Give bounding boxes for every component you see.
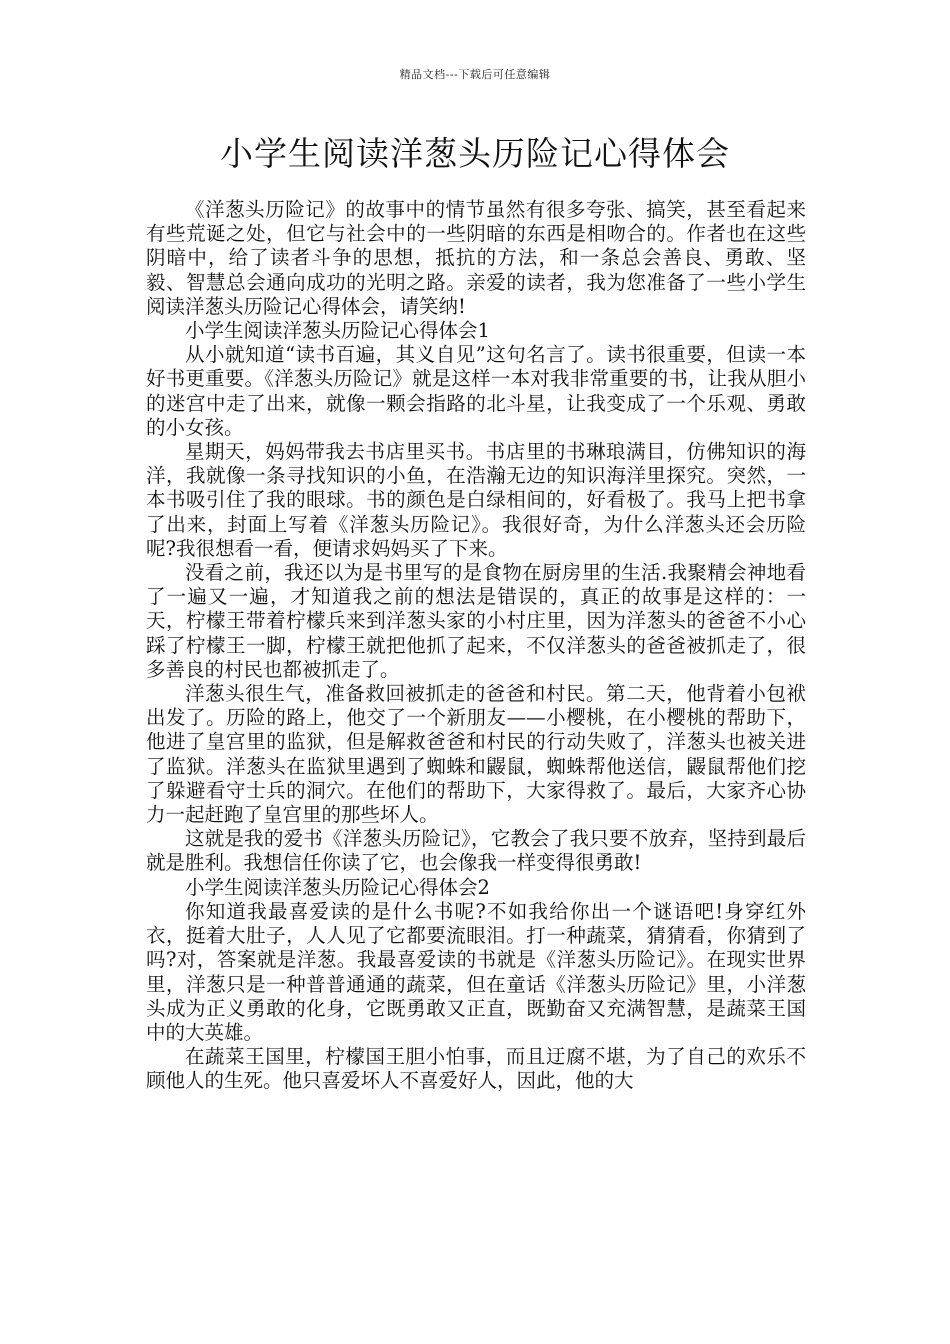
body-paragraph: 星期天，妈妈带我去书店里买书。书店里的书琳琅满目，仿佛知识的海洋，我就像一条寻找知识的小鱼，在浩瀚无边的知识海洋里探究。突然，一本书吸引住了我的眼球。书的颜色是白绿相间的，好看极了。我马上把书拿了出来，封面上写着《洋葱头历险记》。我很好奇，为什么洋葱头还会历险呢?我很想看一看，便请求妈妈买了下来。 xyxy=(146,440,806,560)
document-title: 小学生阅读洋葱头历险记心得体会 xyxy=(220,134,730,173)
document-header-note: 精品文档---下载后可任意编辑 xyxy=(399,68,551,81)
section-heading-2: 小学生阅读洋葱头历险记心得体会2 xyxy=(185,875,490,899)
body-paragraph: 这就是我的爱书《洋葱头历险记》，它教会了我只要不放弃，坚持到最后就是胜利。我想信任你读了它，也会像我一样变得很勇敢! xyxy=(146,827,806,875)
body-paragraph: 你知道我最喜爱读的是什么书呢?不如我给你出一个谜语吧!身穿红外衣，挺着大肚子，人人见了它都要流眼泪。打一种蔬菜，猜猜看，你猜到了吗?对，答案就是洋葱。我最喜爱读的书就是《洋葱头历险记》。在现实世界里，洋葱只是一种普普通通的蔬菜，但在童话《洋葱头历险记》里，小洋葱头成为正义勇敢的化身，它既勇敢又正直，既勤奋又充满智慧，是蔬菜王国中的大英雄。 xyxy=(146,899,806,1044)
section-heading-1: 小学生阅读洋葱头历险记心得体会1 xyxy=(185,319,490,343)
body-paragraph: 在蔬菜王国里，柠檬国王胆小怕事，而且迂腐不堪，为了自己的欢乐不顾他人的生死。他只喜爱坏人不喜爱好人，因此，他的大 xyxy=(146,1045,806,1093)
body-paragraph: 从小就知道“读书百遍，其义自见”这句名言了。读书很重要，但读一本好书更重要。《洋葱头历险记》就是这样一本对我非常重要的书，让我从胆小的迷宫中走了出来，就像一颗会指路的北斗星，让我变成了一个乐观、勇敢的小女孩。 xyxy=(146,343,806,439)
body-paragraph: 洋葱头很生气，准备救回被抓走的爸爸和村民。第二天，他背着小包袱出发了。历险的路上，他交了一个新朋友——小樱桃，在小樱桃的帮助下，他进了皇宫里的监狱，但是解救爸爸和村民的行动失败了，洋葱头也被关进了监狱。洋葱头在监狱里遇到了蜘蛛和鼹鼠，蜘蛛帮他送信，鼹鼠帮他们挖了躲避看守士兵的洞穴。在他们的帮助下，大家得救了。最后，大家齐心协力一起赶跑了皇宫里的那些坏人。 xyxy=(146,682,806,827)
body-paragraph: 没看之前，我还以为是书里写的是食物在厨房里的生活.我聚精会神地看了一遍又一遍，才知道我之前的想法是错误的，真正的故事是这样的：一天，柠檬王带着柠檬兵来到洋葱头家的小村庄里，因为洋葱头的爸爸不小心踩了柠檬王一脚，柠檬王就把他抓了起来，不仅洋葱头的爸爸被抓走了，很多善良的村民也都被抓走了。 xyxy=(146,561,806,681)
document-body xyxy=(146,198,806,1094)
intro-paragraph: 《洋葱头历险记》的故事中的情节虽然有很多夸张、搞笑，甚至看起来有些荒诞之处，但它与社会中的一些阴暗的东西是相吻合的。作者也在这些阴暗中，给了读者斗争的思想，抵抗的方法，和一条总会善良、勇敢、坚毅、智慧总会通向成功的光明之路。亲爱的读者，我为您准备了一些小学生阅读洋葱头历险记心得体会，请笑纳! xyxy=(146,198,806,318)
